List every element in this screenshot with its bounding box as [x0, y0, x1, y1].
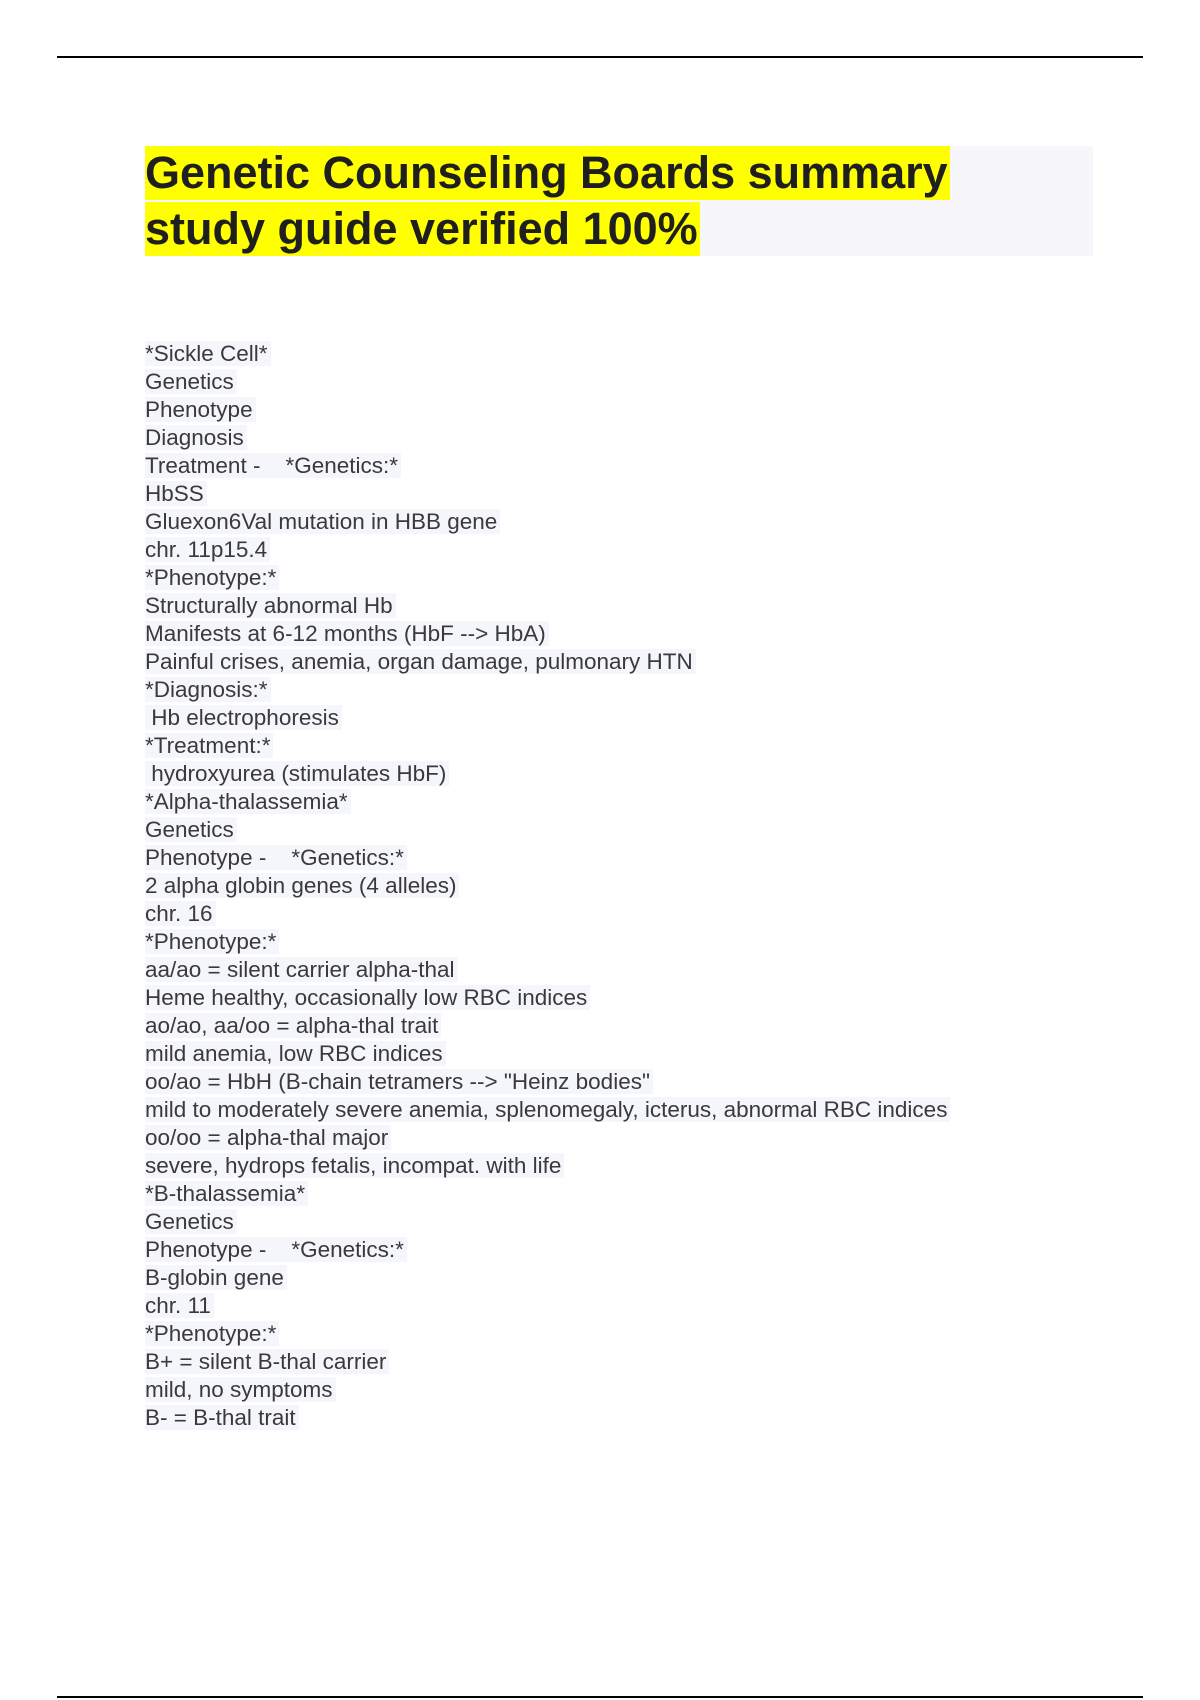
body-line	[145, 620, 1145, 648]
body-line	[145, 1180, 1145, 1208]
body-line-text: mild to moderately severe anemia, splenomegaly, icterus, abnormal RBC indices	[145, 1097, 950, 1122]
body-line-text: HbSS	[145, 481, 207, 506]
body-line-text: *Sickle Cell*	[145, 341, 271, 366]
body-line-text: aa/ao = silent carrier alpha-thal	[145, 957, 458, 982]
body-line-text: Hb electrophoresis	[145, 705, 342, 730]
body-line-text: Phenotype - *Genetics:*	[145, 1237, 407, 1262]
body-line-text: hydroxyurea (stimulates HbF)	[145, 761, 449, 786]
body-line	[145, 1040, 1145, 1068]
body-line	[145, 1320, 1145, 1348]
body-line-text: ao/ao, aa/oo = alpha-thal trait	[145, 1013, 441, 1038]
body-line	[145, 564, 1145, 592]
body-line	[145, 760, 1145, 788]
body-line	[145, 340, 1145, 368]
body-line	[145, 1068, 1145, 1096]
body-line	[145, 592, 1145, 620]
body-line	[145, 396, 1145, 424]
body-line	[145, 984, 1145, 1012]
body-line-text: Genetics	[145, 817, 237, 842]
body-line-text: Gluexon6Val mutation in HBB gene	[145, 509, 500, 534]
body-line-text: B- = B-thal trait	[145, 1405, 299, 1430]
body-line-text: Diagnosis	[145, 425, 247, 450]
body-line	[145, 368, 1145, 396]
body-line-text: B+ = silent B-thal carrier	[145, 1349, 389, 1374]
body-line	[145, 844, 1145, 872]
body-line	[145, 1292, 1145, 1320]
body-line	[145, 816, 1145, 844]
body-line-text: 2 alpha globin genes (4 alleles)	[145, 873, 459, 898]
top-divider	[57, 56, 1143, 58]
document-body	[145, 340, 1145, 1432]
body-line	[145, 648, 1145, 676]
body-line-text: Phenotype	[145, 397, 256, 422]
body-line	[145, 956, 1145, 984]
body-line-text: Heme healthy, occasionally low RBC indices	[145, 985, 590, 1010]
body-line-text: Manifests at 6-12 months (HbF --> HbA)	[145, 621, 549, 646]
body-line-text: *Alpha-thalassemia*	[145, 789, 351, 814]
body-line-text: chr. 11	[145, 1293, 214, 1318]
body-line-text: B-globin gene	[145, 1265, 287, 1290]
body-line-text: *Diagnosis:*	[145, 677, 271, 702]
body-line	[145, 1208, 1145, 1236]
body-line	[145, 1348, 1145, 1376]
body-line	[145, 536, 1145, 564]
body-line-text: Genetics	[145, 1209, 237, 1234]
body-line	[145, 676, 1145, 704]
body-line	[145, 424, 1145, 452]
body-line	[145, 928, 1145, 956]
body-line-text: oo/ao = HbH (B-chain tetramers --> "Heinz bodies"	[145, 1069, 653, 1094]
body-line-text: oo/oo = alpha-thal major	[145, 1125, 391, 1150]
body-line	[145, 1096, 1145, 1124]
body-line	[145, 452, 1145, 480]
body-line	[145, 1264, 1145, 1292]
body-line	[145, 704, 1145, 732]
body-line-text: Structurally abnormal Hb	[145, 593, 396, 618]
document-title-line-1: Genetic Counseling Boards summary	[145, 147, 948, 198]
body-line-text: Phenotype - *Genetics:*	[145, 845, 407, 870]
body-line	[145, 1404, 1145, 1432]
body-line	[145, 872, 1145, 900]
document-title-line-2: study guide verified 100%	[145, 203, 698, 254]
body-line	[145, 1236, 1145, 1264]
body-line	[145, 1152, 1145, 1180]
body-line	[145, 1376, 1145, 1404]
body-line	[145, 480, 1145, 508]
body-line	[145, 508, 1145, 536]
body-line-text: Genetics	[145, 369, 237, 394]
body-line-text: *Phenotype:*	[145, 1321, 279, 1346]
body-line-text: Treatment - *Genetics:*	[145, 453, 401, 478]
body-line-text: *Treatment:*	[145, 733, 273, 758]
body-line-text: Painful crises, anemia, organ damage, pulmonary HTN	[145, 649, 696, 674]
body-line-text: severe, hydrops fetalis, incompat. with life	[145, 1153, 564, 1178]
body-line-text: *B-thalassemia*	[145, 1181, 308, 1206]
body-line-text: chr. 11p15.4	[145, 537, 270, 562]
body-line	[145, 1124, 1145, 1152]
body-line	[145, 900, 1145, 928]
body-line-text: mild, no symptoms	[145, 1377, 336, 1402]
body-line-text: *Phenotype:*	[145, 929, 279, 954]
body-line	[145, 1012, 1145, 1040]
bottom-divider	[57, 1696, 1143, 1698]
body-line-text: *Phenotype:*	[145, 565, 279, 590]
body-line	[145, 788, 1145, 816]
body-line	[145, 732, 1145, 760]
body-line-text: chr. 16	[145, 901, 216, 926]
body-line-text: mild anemia, low RBC indices	[145, 1041, 446, 1066]
